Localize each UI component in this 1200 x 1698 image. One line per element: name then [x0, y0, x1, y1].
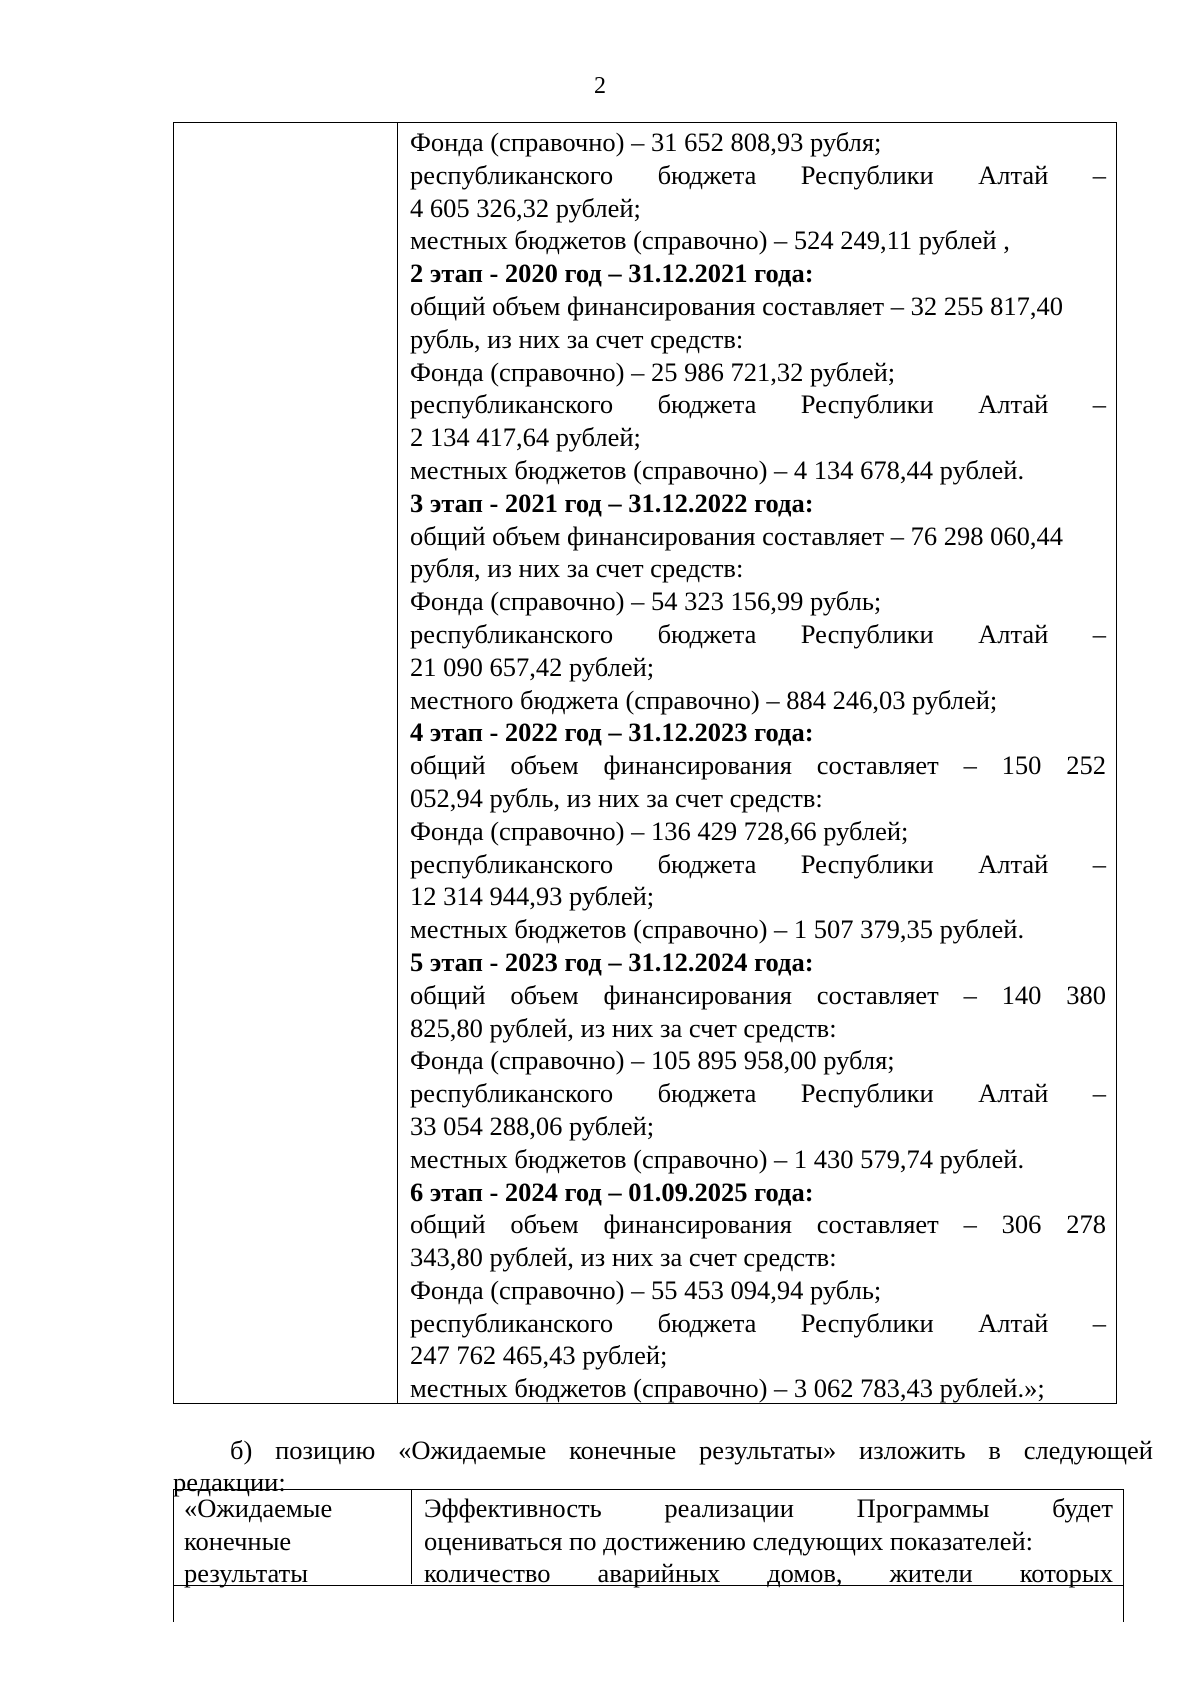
word: домов,	[767, 1558, 843, 1588]
word: «Ожидаемые	[398, 1435, 547, 1465]
word: составляет	[816, 750, 939, 781]
word: объем	[510, 750, 579, 781]
expected-results-table	[173, 1489, 1124, 1622]
word: общий	[410, 979, 486, 1010]
text-line: общий объем финансирования составляет – 32 255 817,40	[410, 290, 1063, 321]
stage-heading: 6 этап - 2024 год – 01.09.2025 года:	[410, 1176, 814, 1207]
word: Республики	[800, 159, 934, 190]
word: –	[963, 750, 977, 781]
word: республиканского	[410, 618, 614, 649]
text-line: Фонда (справочно) – 55 453 094,94 рубль;	[410, 1274, 882, 1305]
column-divider	[411, 1490, 412, 1584]
text-line: 825,80 рублей, из них за счет средств:	[410, 1012, 837, 1043]
text-line: Фонда (справочно) – 105 895 958,00 рубля;	[410, 1045, 895, 1076]
word: следующей	[1023, 1435, 1153, 1465]
word: 306	[1001, 1209, 1042, 1240]
word: –	[1092, 848, 1106, 879]
word: бюджета	[657, 618, 757, 649]
text-line: местных бюджетов (справочно) – 1 507 379,35 рублей.	[410, 914, 1025, 945]
justified-text-line	[410, 1307, 1106, 1340]
justified-text-line	[410, 979, 1106, 1012]
text-line: Фонда (справочно) – 54 323 156,99 рубль;	[410, 586, 882, 617]
word: республиканского	[410, 159, 614, 190]
text-line: 343,80 рублей, из них за счет средств:	[410, 1242, 837, 1273]
word: 150	[1001, 750, 1042, 781]
text-line: общий объем финансирования составляет – 76 298 060,44	[410, 520, 1063, 551]
text-line: 247 762 465,43 рублей;	[410, 1340, 668, 1371]
word: Республики	[800, 848, 934, 879]
text-line: рубля, из них за счет средств:	[410, 553, 744, 584]
text-line: 2 134 417,64 рублей;	[410, 422, 641, 453]
stage-heading: 5 этап - 2023 год – 31.12.2024 года:	[410, 946, 814, 977]
word: –	[1092, 159, 1106, 190]
word: результаты»	[699, 1435, 837, 1465]
word: жители	[889, 1558, 973, 1588]
expected-results-text-cell	[424, 1492, 1113, 1590]
word: составляет	[816, 979, 939, 1010]
word: Республики	[800, 618, 934, 649]
word: –	[1092, 1078, 1106, 1109]
financing-table	[173, 122, 1117, 1404]
word: Алтай	[978, 848, 1049, 879]
word: бюджета	[657, 159, 757, 190]
stage-heading: 4 этап - 2022 год – 31.12.2023 года:	[410, 717, 814, 748]
word: Алтай	[978, 1078, 1049, 1109]
column-divider	[397, 123, 398, 1403]
word: которых	[1019, 1558, 1113, 1588]
word: конечные	[569, 1435, 677, 1465]
word: Республики	[800, 389, 934, 420]
expected-results-label-cell	[184, 1492, 404, 1590]
word: республиканского	[410, 1078, 614, 1109]
page-number: 2	[594, 73, 606, 99]
word: финансирования	[603, 750, 792, 781]
paragraph-line-1	[173, 1434, 1153, 1466]
text-line: местных бюджетов (справочно) – 4 134 678,44 рублей.	[410, 454, 1025, 485]
text-line: 21 090 657,42 рублей;	[410, 651, 655, 682]
financing-details-cell	[410, 126, 1106, 1405]
paragraph-line-2: редакции:	[173, 1467, 286, 1497]
text-line: местных бюджетов (справочно) – 524 249,11 рублей ,	[410, 225, 1010, 256]
word: реализации	[664, 1493, 794, 1523]
text-line: местного бюджета (справочно) – 884 246,03 рублей;	[410, 684, 998, 715]
justified-text-line	[424, 1557, 1113, 1590]
word: объем	[510, 1209, 579, 1240]
text-line: местных бюджетов (справочно) – 3 062 783,43 рублей.»;	[410, 1373, 1045, 1404]
justified-text-line	[410, 1077, 1106, 1110]
word: республиканского	[410, 1307, 614, 1338]
word: аварийных	[597, 1558, 721, 1588]
word: Алтай	[978, 618, 1049, 649]
text-line: Фонда (справочно) – 31 652 808,93 рубля;	[410, 127, 882, 157]
text-line: местных бюджетов (справочно) – 1 430 579,74 рублей.	[410, 1143, 1025, 1174]
justified-text-line	[410, 749, 1106, 782]
word: 252	[1066, 750, 1106, 781]
text-line: 052,94 рубль, из них за счет средств:	[410, 782, 823, 813]
word: общий	[410, 750, 486, 781]
word: бюджета	[657, 848, 757, 879]
word: количество	[424, 1558, 551, 1588]
text-line: 12 314 944,93 рублей;	[410, 881, 655, 912]
justified-text-line	[410, 159, 1106, 192]
justified-text-line	[410, 1208, 1106, 1241]
word: Алтай	[978, 389, 1049, 420]
word: Программы	[856, 1493, 990, 1523]
word: составляет	[816, 1209, 939, 1240]
word: Алтай	[978, 1307, 1049, 1338]
word: 140	[1001, 979, 1042, 1010]
justified-text-line	[424, 1492, 1113, 1525]
word: бюджета	[657, 1307, 757, 1338]
justified-text-line	[410, 388, 1106, 421]
word: республиканского	[410, 389, 614, 420]
text-line: «Ожидаемые	[184, 1493, 333, 1523]
word: –	[1092, 389, 1106, 420]
word: в	[988, 1435, 1001, 1465]
word: объем	[510, 979, 579, 1010]
text-line: оцениваться по достижению следующих показателей:	[424, 1525, 1033, 1556]
word: б)	[230, 1435, 253, 1465]
word: –	[963, 1209, 977, 1240]
text-line: Фонда (справочно) – 25 986 721,32 рублей;	[410, 356, 896, 387]
word: бюджета	[657, 1078, 757, 1109]
word: общий	[410, 1209, 486, 1240]
word: 380	[1066, 979, 1106, 1010]
word: Алтай	[978, 159, 1049, 190]
word: Республики	[800, 1307, 934, 1338]
word: будет	[1052, 1493, 1113, 1523]
word: –	[963, 979, 977, 1010]
word: изложить	[859, 1435, 966, 1465]
word: 278	[1066, 1209, 1106, 1240]
word: Республики	[800, 1078, 934, 1109]
word: Эффективность	[424, 1493, 602, 1523]
text-line: конечные	[184, 1525, 292, 1556]
word: финансирования	[603, 979, 792, 1010]
text-line: 33 054 288,06 рублей;	[410, 1110, 655, 1141]
word: –	[1092, 1307, 1106, 1338]
word: позицию	[275, 1435, 376, 1465]
word: республиканского	[410, 848, 614, 879]
text-line: 4 605 326,32 рублей;	[410, 192, 641, 223]
word: финансирования	[603, 1209, 792, 1240]
stage-heading: 3 этап - 2021 год – 31.12.2022 года:	[410, 487, 814, 518]
justified-text-line	[410, 618, 1106, 651]
word: бюджета	[657, 389, 757, 420]
word: –	[1092, 618, 1106, 649]
text-line: результаты	[184, 1558, 308, 1588]
stage-heading: 2 этап - 2020 год – 31.12.2021 года:	[410, 258, 814, 289]
text-line: рубль, из них за счет средств:	[410, 323, 744, 354]
text-line: Фонда (справочно) – 136 429 728,66 рублей;	[410, 815, 909, 846]
justified-text-line	[410, 848, 1106, 881]
